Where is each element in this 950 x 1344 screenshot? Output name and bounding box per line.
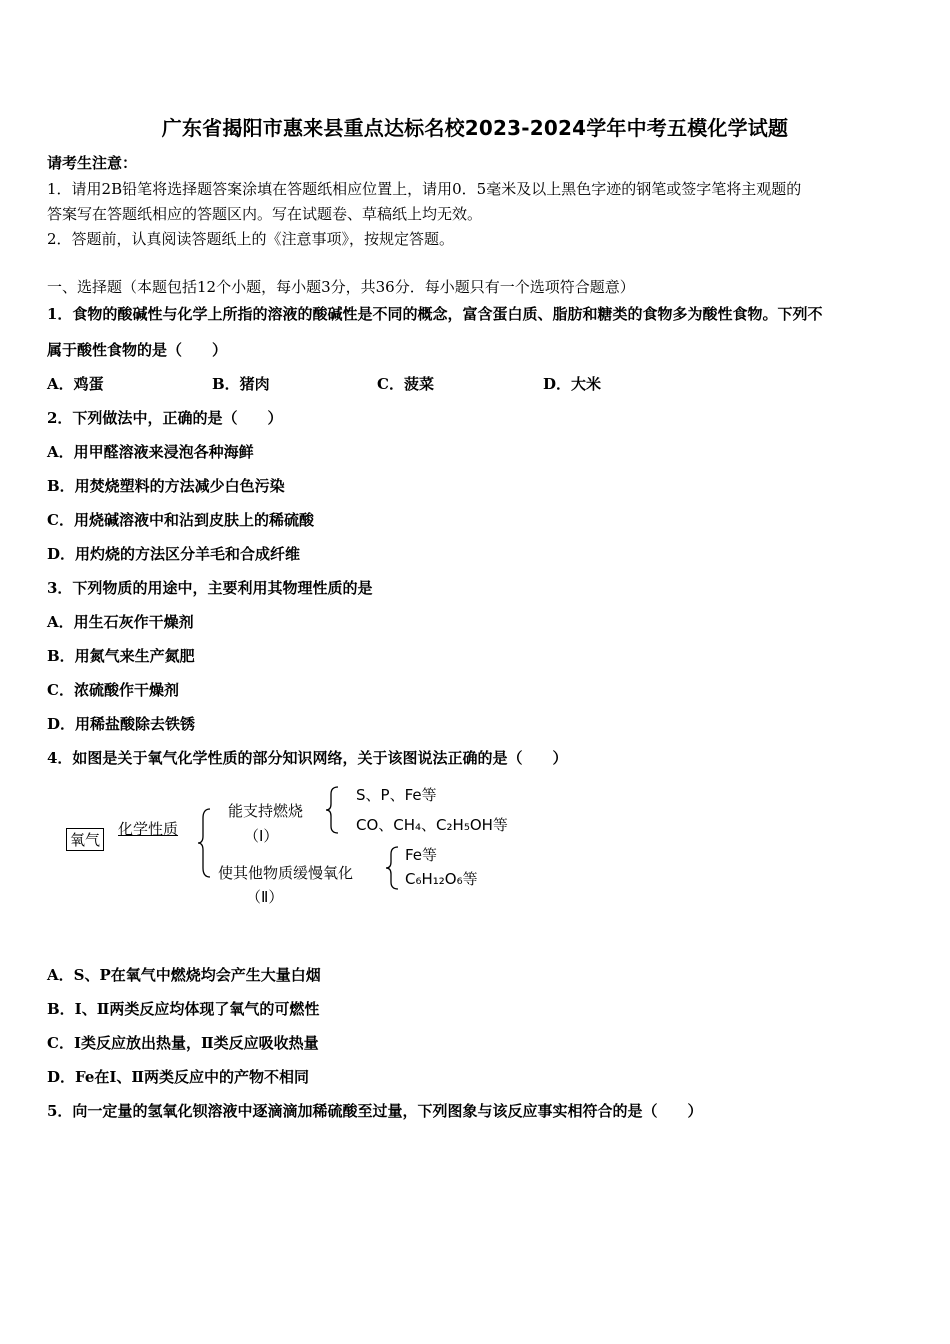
diagram-branch2-label: 使其他物质缓慢氧化 bbox=[218, 864, 354, 882]
diagram-branch2-item1: Fe等 bbox=[405, 846, 438, 864]
q2-stem: 2．下列做法中，正确的是（ ） bbox=[47, 409, 283, 427]
q2-option-c: C．用烧碱溶液中和沾到皮肤上的稀硫酸 bbox=[47, 511, 314, 529]
notice-item1-line1: 1．请用2B铅笔将选择题答案涂填在答题纸相应位置上，请用0．5毫米及以上黑色字迹的钢笔或签字笔将主观题的 bbox=[47, 180, 802, 198]
diagram-branch1-brace bbox=[326, 786, 340, 834]
q1-option-a: A．鸡蛋 bbox=[47, 375, 104, 393]
diagram-branch1-label: 能支持燃烧 bbox=[228, 802, 304, 820]
q3-option-c: C．浓硫酸作干燥剂 bbox=[47, 681, 179, 699]
q2-option-a: A．用甲醛溶液来浸泡各种海鲜 bbox=[47, 443, 254, 461]
notice-item2: 2．答题前，认真阅读答题纸上的《注意事项》，按规定答题。 bbox=[47, 230, 455, 248]
diagram-branch1-item2: CO、CH₄、C₂H₅OH等 bbox=[356, 816, 508, 834]
diagram-branch2-tag: （Ⅱ） bbox=[246, 888, 284, 906]
notice-item1-line2: 答案写在答题纸相应的答题区内。写在试题卷、草稿纸上均无效。 bbox=[47, 205, 483, 223]
q4-option-d: D．Fe在Ⅰ、Ⅱ两类反应中的产物不相同 bbox=[47, 1068, 310, 1086]
diagram-branch2-brace bbox=[386, 846, 400, 890]
diagram-branch1-tag: （Ⅰ） bbox=[244, 827, 279, 845]
q2-option-b: B．用焚烧塑料的方法减少白色污染 bbox=[47, 477, 285, 495]
diagram-main-brace bbox=[198, 808, 212, 878]
q4-option-a: A．S、P在氧气中燃烧均会产生大量白烟 bbox=[47, 966, 321, 984]
q3-option-a: A．用生石灰作干燥剂 bbox=[47, 613, 194, 631]
q4-option-b: B．Ⅰ、Ⅱ两类反应均体现了氧气的可燃性 bbox=[47, 1000, 320, 1018]
q3-stem: 3．下列物质的用途中，主要利用其物理性质的是 bbox=[47, 579, 373, 597]
page-title: 广东省揭阳市惠来县重点达标名校2023-2024学年中考五模化学试题 bbox=[161, 116, 789, 140]
q1-stem-line2: 属于酸性食物的是（ ） bbox=[47, 341, 228, 359]
q4-stem: 4．如图是关于氧气化学性质的部分知识网络，关于该图说法正确的是（ ） bbox=[47, 749, 568, 767]
q1-option-b: B．猪肉 bbox=[212, 375, 270, 393]
diagram-branch1-item1: S、P、Fe等 bbox=[356, 786, 437, 804]
q3-option-d: D．用稀盐酸除去铁锈 bbox=[47, 715, 196, 733]
diagram-root-oxygen: 氧气 bbox=[66, 828, 104, 851]
oxygen-knowledge-diagram bbox=[60, 778, 540, 908]
diagram-branch2-item2: C₆H₁₂O₆等 bbox=[405, 870, 478, 888]
diagram-chemical-property: 化学性质 bbox=[118, 820, 179, 838]
q5-stem: 5．向一定量的氢氧化钡溶液中逐滴滴加稀硫酸至过量，下列图象与该反应事实相符合的是（ ） bbox=[47, 1102, 703, 1120]
q1-option-d: D．大米 bbox=[543, 375, 602, 393]
q2-option-d: D．用灼烧的方法区分羊毛和合成纤维 bbox=[47, 545, 301, 563]
q3-option-b: B．用氮气来生产氮肥 bbox=[47, 647, 195, 665]
notice-heading: 请考生注意： bbox=[47, 154, 138, 172]
q4-option-c: C．Ⅰ类反应放出热量，Ⅱ类反应吸收热量 bbox=[47, 1034, 319, 1052]
q1-option-c: C．菠菜 bbox=[377, 375, 434, 393]
section-heading: 一、选择题（本题包括12个小题，每小题3分，共36分．每小题只有一个选项符合题意） bbox=[47, 278, 635, 296]
q1-stem-line1: 1．食物的酸碱性与化学上所指的溶液的酸碱性是不同的概念，富含蛋白质、脂肪和糖类的食物多为酸性食物。下列不 bbox=[47, 305, 823, 323]
